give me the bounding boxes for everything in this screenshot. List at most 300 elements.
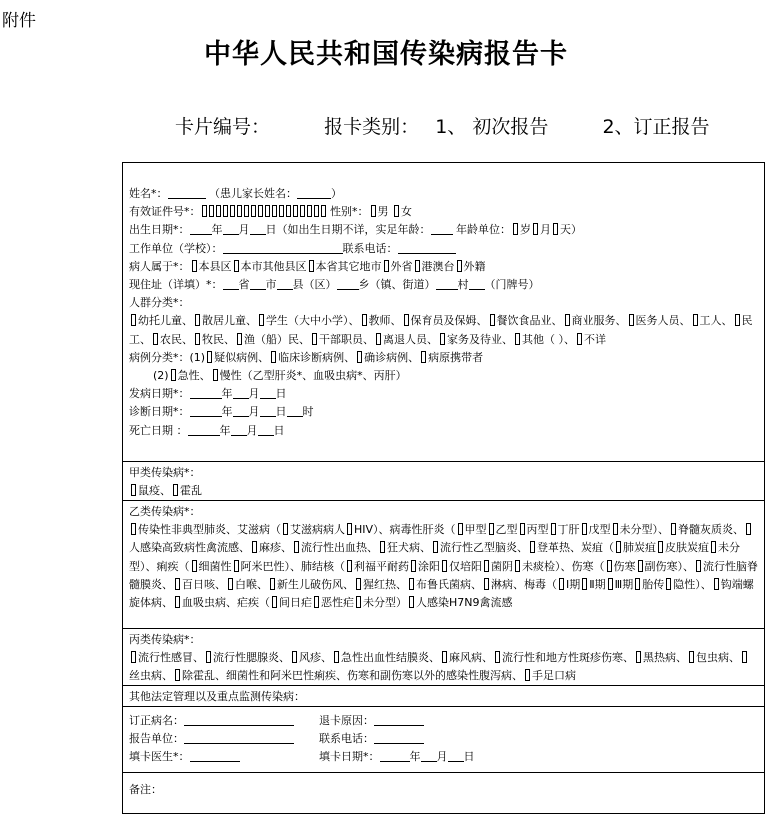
report-type-initial: 1、 初次报告 (435, 116, 549, 138)
crowd-option[interactable] (257, 314, 360, 327)
class-b-item: 丙型 (526, 523, 549, 537)
footer-row-3 (129, 748, 758, 766)
belong-option[interactable] (307, 260, 382, 273)
checkbox[interactable] (442, 651, 447, 663)
class-c-item: 黑热病、 (643, 651, 687, 665)
remark-section (123, 773, 764, 813)
fill-month-field[interactable] (421, 749, 437, 762)
checkbox[interactable] (376, 333, 381, 345)
id-digit-box[interactable] (272, 205, 277, 217)
id-digit-box[interactable] (279, 205, 284, 217)
checkbox[interactable] (131, 314, 136, 326)
class-b-item: 未痰检）、伤寒（ (522, 559, 605, 573)
report-card (122, 162, 765, 814)
day-label: 日 (463, 750, 475, 764)
checkbox[interactable] (629, 314, 634, 326)
guardian-field[interactable] (297, 186, 331, 199)
checkbox[interactable] (415, 260, 420, 272)
onset-month-field[interactable] (233, 386, 249, 399)
checkbox[interactable] (409, 596, 414, 608)
id-digit-box[interactable] (209, 205, 214, 217)
diagnosis-month-field[interactable] (233, 404, 249, 417)
case-options (205, 351, 483, 364)
checkbox[interactable] (565, 314, 570, 326)
case-row (129, 349, 758, 367)
class-b-item: 猩红热、 (363, 577, 407, 591)
diagnosis-year-field[interactable] (190, 404, 222, 417)
checkbox[interactable] (666, 578, 671, 590)
county-field[interactable] (277, 277, 293, 290)
class-b-item: 新生儿破伤风、 (277, 577, 354, 591)
checkbox[interactable] (530, 541, 535, 553)
checkbox[interactable] (421, 351, 426, 363)
checkbox[interactable] (271, 351, 276, 363)
death-day-field[interactable] (258, 423, 274, 436)
id-digit-box[interactable] (216, 205, 221, 217)
class-c-item: 急性出血性结膜炎、 (341, 651, 440, 665)
village-label: 村 (457, 278, 469, 292)
reject-reason-label: 退卡原因： (319, 714, 374, 727)
checkbox[interactable] (384, 260, 389, 272)
checkbox[interactable] (195, 314, 200, 326)
birth-day-field[interactable] (250, 222, 266, 235)
id-row (129, 203, 758, 221)
crowd-option-label: 家务及待业、 (447, 332, 513, 346)
class-b-item: Ⅲ期 (614, 577, 634, 591)
checkbox[interactable] (334, 651, 339, 663)
belong-option[interactable] (232, 260, 307, 273)
checkbox[interactable] (228, 578, 233, 590)
belong-option-label: 港澳台 (421, 259, 455, 273)
fill-year-field[interactable] (380, 749, 410, 762)
class-b-item: 人感染H7N9禽流感 (416, 596, 513, 610)
checkbox[interactable] (696, 560, 701, 572)
onset-year-field[interactable] (190, 386, 222, 399)
checkbox[interactable] (175, 578, 180, 590)
class-b-item: 未分型）、 (619, 523, 670, 537)
checkbox[interactable] (440, 333, 445, 345)
checkbox[interactable] (489, 523, 494, 535)
death-month-field[interactable] (231, 423, 247, 436)
checkbox[interactable] (252, 541, 257, 553)
crowd-option-label: 民工、 (129, 314, 753, 346)
birth-month-field[interactable] (223, 222, 239, 235)
name-field[interactable] (168, 186, 206, 199)
gender-female: 女 (401, 205, 412, 219)
checkbox[interactable] (356, 596, 361, 608)
checkbox[interactable] (347, 523, 352, 535)
checkbox[interactable] (404, 314, 409, 326)
onset-row (129, 385, 758, 403)
checkbox[interactable] (714, 578, 719, 590)
crowd-option-label: 干部职员、 (319, 332, 374, 346)
crowd-option[interactable] (374, 333, 438, 346)
doctor-field[interactable] (190, 749, 240, 762)
checkbox[interactable] (520, 523, 525, 535)
checkbox[interactable] (394, 205, 399, 217)
class-b-item: 肺炭疽 (623, 541, 656, 555)
class-b-item: 传染性非典型肺炎、艾滋病（ (138, 523, 281, 537)
case2-options (169, 369, 407, 382)
class-a-section (123, 462, 764, 501)
checkbox[interactable] (490, 314, 495, 326)
class-c-item: 流行性感冒、 (138, 651, 204, 665)
township-label: 乡（镇、街道） (358, 278, 436, 292)
checkbox[interactable] (616, 541, 621, 553)
class-a-option[interactable] (129, 484, 171, 497)
day-label: 日 (265, 223, 277, 237)
checkbox[interactable] (234, 560, 239, 572)
crowd-option-label: 不详 (584, 332, 606, 346)
checkbox[interactable] (153, 333, 158, 345)
class-b-item: 狂犬病、 (387, 541, 431, 555)
day-label: 日 (275, 387, 287, 401)
address-row (129, 276, 758, 294)
id-number-boxes[interactable] (201, 205, 327, 218)
checkbox[interactable] (347, 560, 352, 572)
checkbox[interactable] (259, 314, 264, 326)
belong-option-label: 本县区 (198, 259, 232, 273)
crowd-option[interactable] (402, 314, 488, 327)
belong-option[interactable] (413, 260, 455, 273)
birth-label: 出生日期*： (129, 223, 190, 237)
case2-option-label: 急性、 (177, 369, 211, 383)
crowd-label-row (129, 294, 758, 312)
year-label: 年 (219, 423, 231, 437)
checkbox[interactable] (195, 333, 200, 345)
id-digit-box[interactable] (237, 205, 242, 217)
checkbox[interactable] (270, 578, 275, 590)
checkbox[interactable] (735, 314, 740, 326)
corrected-name-label: 订正病名： (129, 714, 184, 727)
class-b-item: 麻疹、 (259, 541, 292, 555)
checkbox[interactable] (484, 560, 489, 572)
checkbox[interactable] (409, 578, 414, 590)
checkbox[interactable] (192, 260, 197, 272)
checkbox[interactable] (213, 369, 218, 381)
report-type-label: 报卡类别： (324, 116, 420, 138)
checkbox[interactable] (362, 314, 367, 326)
class-b-item: 细菌性 (198, 559, 232, 573)
age-field[interactable] (431, 222, 453, 235)
page-title: 中华人民共和国传染病报告卡 (204, 39, 568, 70)
checkbox[interactable] (312, 333, 317, 345)
checkbox[interactable] (171, 369, 176, 381)
fill-day-field[interactable] (448, 749, 464, 762)
crowd-option-label: 幼托儿童、 (138, 314, 193, 328)
month-label: 月 (248, 387, 260, 401)
checkbox[interactable] (175, 596, 180, 608)
death-label: 死亡日期 ： (129, 423, 188, 437)
checkbox[interactable] (131, 484, 136, 496)
checkbox[interactable] (658, 541, 663, 553)
checkbox[interactable] (206, 651, 211, 663)
onset-day-field[interactable] (260, 386, 276, 399)
belong-option[interactable] (455, 260, 486, 273)
crowd-option[interactable] (129, 314, 193, 327)
report-unit-field[interactable] (184, 731, 294, 744)
class-b-item: Ⅰ期 (566, 577, 581, 591)
class-b-item: 艾滋病病人 (290, 523, 345, 537)
age-unit-day: 天 (560, 223, 571, 237)
class-b-item: 未分型） (363, 596, 407, 610)
checkbox[interactable] (314, 596, 319, 608)
case2-option[interactable] (169, 369, 211, 382)
belong-option-label: 本市其他县区 (240, 259, 307, 273)
house-number-field[interactable] (469, 277, 485, 290)
age-unit-year: 岁 (520, 223, 531, 237)
class-a-option[interactable] (171, 484, 202, 497)
footer-section (123, 707, 764, 773)
name-label: 姓名*： (129, 187, 168, 200)
checkbox[interactable] (433, 541, 438, 553)
checkbox[interactable] (636, 651, 641, 663)
phone-field[interactable] (398, 241, 456, 254)
checkbox[interactable] (357, 351, 362, 363)
class-b-item: 戊型 (588, 523, 611, 537)
id-digit-box[interactable] (321, 205, 326, 217)
checkbox[interactable] (689, 651, 694, 663)
checkbox[interactable] (638, 560, 643, 572)
case-option-label: 确诊病例、 (364, 350, 420, 364)
class-b-item: 伤寒 (613, 559, 636, 573)
checkbox[interactable] (559, 578, 564, 590)
checkbox[interactable] (442, 560, 447, 572)
case2-option-label: 慢性（乙型肝炎*、血吸虫病*、丙肝） (219, 369, 407, 383)
class-c-item: 手足口病 (532, 669, 576, 683)
report-unit-label: 报告单位： (129, 732, 184, 746)
checkbox[interactable] (131, 651, 136, 663)
checkbox[interactable] (495, 651, 500, 663)
reject-reason-field[interactable] (374, 713, 424, 726)
checkbox[interactable] (515, 560, 520, 572)
checkbox[interactable] (283, 523, 288, 535)
class-b-item: 阿米巴性）、肺结核（ (240, 559, 345, 573)
footer-phone-field[interactable] (374, 731, 424, 744)
checkbox[interactable] (272, 596, 277, 608)
crowd-option[interactable] (235, 333, 310, 346)
class-b-item: 丁肝 (557, 523, 580, 537)
checkbox[interactable] (207, 351, 212, 363)
checkbox[interactable] (234, 260, 239, 272)
checkbox[interactable] (192, 560, 197, 572)
checkbox[interactable] (457, 260, 462, 272)
belong-option[interactable] (382, 260, 413, 273)
class-a-option-label: 霍乱 (180, 484, 202, 498)
checkbox[interactable] (515, 333, 520, 345)
year-label: 年 (221, 387, 233, 401)
id-digit-box[interactable] (286, 205, 291, 217)
belong-option[interactable] (190, 260, 232, 273)
report-type-correction: 2、订正报告 (602, 116, 710, 138)
case-option-label: 临床诊断病例、 (278, 350, 356, 364)
class-c-item: 除霍乱、细菌性和阿米巴性痢疾、伤寒和副伤寒以外的感染性腹泻病、 (182, 669, 523, 683)
age-unit-label: 年龄单位： (456, 223, 511, 237)
checkbox[interactable] (525, 669, 530, 681)
id-digit-box[interactable] (251, 205, 256, 217)
belong-option-label: 外籍 (463, 259, 486, 273)
checkbox[interactable] (746, 523, 751, 535)
checkbox[interactable] (533, 223, 538, 235)
month-label: 月 (246, 423, 258, 437)
class-c-label: 丙类传染病*： (129, 633, 201, 646)
case-option-label: 病原携带者 (428, 350, 484, 364)
checkbox[interactable] (742, 651, 747, 663)
checkbox[interactable] (175, 669, 180, 681)
class-b-item: 恶性疟 (321, 596, 354, 610)
id-digit-box[interactable] (293, 205, 298, 217)
footer-row-2 (129, 730, 758, 748)
checkbox[interactable] (371, 205, 376, 217)
phone-label: 联系电话： (342, 241, 398, 255)
id-digit-box[interactable] (300, 205, 305, 217)
id-digit-box[interactable] (223, 205, 228, 217)
id-digit-box[interactable] (307, 205, 312, 217)
checkbox[interactable] (553, 223, 558, 235)
checkbox[interactable] (237, 333, 242, 345)
crowd-option[interactable] (627, 314, 691, 327)
checkbox[interactable] (711, 541, 716, 553)
id-digit-box[interactable] (265, 205, 270, 217)
class-c-item: 麻风病、 (449, 651, 493, 665)
province-field[interactable] (223, 277, 239, 290)
crowd-option[interactable] (193, 333, 235, 346)
case-option[interactable] (205, 351, 269, 364)
diagnosis-label: 诊断日期*： (129, 405, 190, 419)
checkbox[interactable] (582, 578, 587, 590)
crowd-option[interactable] (575, 333, 606, 346)
class-b-item: 未分型）、痢疾（ (129, 541, 740, 573)
footer-row-1 (129, 712, 758, 730)
case2-option[interactable] (211, 369, 407, 382)
attachment-label: 附件 (2, 11, 36, 31)
class-b-item: 隐性）、 (673, 577, 712, 591)
county-label: 县（区） (292, 278, 337, 292)
id-digit-box[interactable] (230, 205, 235, 217)
hour-label: 时 (302, 405, 314, 419)
class-b-item: 菌阴 (491, 559, 513, 573)
death-year-field[interactable] (188, 423, 220, 436)
checkbox[interactable] (411, 560, 416, 572)
corrected-name-field[interactable] (184, 713, 294, 726)
class-b-item: 流行性出血热、 (301, 541, 378, 555)
crowd-option[interactable] (310, 333, 374, 346)
class-c-item: 风疹、 (299, 651, 332, 665)
belong-option-label: 外省 (390, 259, 413, 273)
class-b-item: 血吸虫病、疟疾（ (182, 596, 270, 610)
diagnosis-day-field[interactable] (260, 404, 276, 417)
checkbox[interactable] (635, 578, 640, 590)
crowd-option[interactable] (488, 314, 563, 327)
checkbox[interactable] (551, 523, 556, 535)
checkbox[interactable] (582, 523, 587, 535)
class-c-item: 丝虫病、 (129, 669, 173, 683)
crowd-option[interactable] (691, 314, 733, 327)
case-option[interactable] (419, 351, 483, 364)
day-label: 日 (275, 405, 287, 419)
checkbox[interactable] (458, 523, 463, 535)
footer-phone-label: 联系电话： (319, 732, 374, 746)
class-b-item: 流行性乙型脑炎、 (440, 541, 528, 555)
work-field[interactable] (223, 241, 343, 254)
class-b-item: 脊髓灰质炎、 (678, 523, 745, 537)
day-label: 日 (273, 423, 285, 437)
class-b-item: Ⅱ期 (589, 577, 606, 591)
id-label: 有效证件号*： (129, 205, 201, 219)
id-digit-box[interactable] (202, 205, 207, 217)
onset-label: 发病日期*： (129, 387, 190, 401)
city-field[interactable] (250, 277, 266, 290)
checkbox[interactable] (671, 523, 676, 535)
checkbox[interactable] (131, 523, 136, 535)
patient-section (123, 163, 764, 462)
class-b-item: 间日疟 (279, 596, 312, 610)
class-b-options (129, 521, 758, 612)
class-c-options (129, 649, 758, 685)
checkbox[interactable] (693, 314, 698, 326)
gender-label: 性别*： (330, 205, 369, 219)
case-option[interactable] (269, 351, 355, 364)
village-field[interactable] (436, 277, 458, 290)
belong-options (190, 260, 486, 273)
crowd-option[interactable] (193, 314, 257, 327)
checkbox[interactable] (309, 260, 314, 272)
month-label: 月 (436, 750, 448, 764)
checkbox[interactable] (173, 484, 178, 496)
checkbox[interactable] (356, 578, 361, 590)
crowd-option[interactable] (151, 333, 193, 346)
id-digit-box[interactable] (244, 205, 249, 217)
year-label: 年 (211, 223, 223, 237)
class-c-item: 流行性腮腺炎、 (213, 651, 290, 665)
crowd-option[interactable] (360, 314, 402, 327)
id-digit-box[interactable] (258, 205, 263, 217)
gender-male: 男 (377, 205, 389, 219)
fill-date-label: 填卡日期*： (319, 750, 380, 764)
checkbox[interactable] (292, 651, 297, 663)
crowd-option-label: 牧民、 (202, 332, 235, 346)
crowd-option-label: 商业服务、 (571, 314, 627, 328)
crowd-option[interactable] (563, 314, 627, 327)
checkbox[interactable] (608, 578, 613, 590)
checkbox[interactable] (380, 541, 385, 553)
diagnosis-hour-field[interactable] (287, 404, 303, 417)
crowd-option-label: 教师、 (368, 314, 402, 328)
township-field[interactable] (337, 277, 359, 290)
case-option[interactable] (355, 351, 419, 364)
checkbox[interactable] (577, 333, 582, 345)
checkbox[interactable] (484, 578, 489, 590)
checkbox[interactable] (294, 541, 299, 553)
crowd-option[interactable] (438, 333, 513, 346)
class-b-item: 利福平耐药 (354, 559, 409, 573)
checkbox[interactable] (607, 560, 612, 572)
birth-year-field[interactable] (190, 222, 212, 235)
checkbox[interactable] (513, 223, 518, 235)
id-digit-box[interactable] (314, 205, 319, 217)
class-b-section (123, 501, 764, 629)
house-number-label: （门牌号） (484, 278, 540, 292)
class-b-item: 皮肤炭疽 (665, 541, 709, 555)
work-row (129, 240, 758, 258)
month-label: 月 (248, 405, 260, 419)
birth-note: （如出生日期不详，实足年龄： (276, 223, 431, 237)
checkbox[interactable] (613, 523, 618, 535)
crowd-option[interactable] (513, 333, 575, 346)
class-b-item: 淋病、梅毒（ (491, 577, 557, 591)
age-unit-month: 月 (540, 223, 551, 237)
crowd-option-label: 医务人员、 (635, 314, 691, 328)
